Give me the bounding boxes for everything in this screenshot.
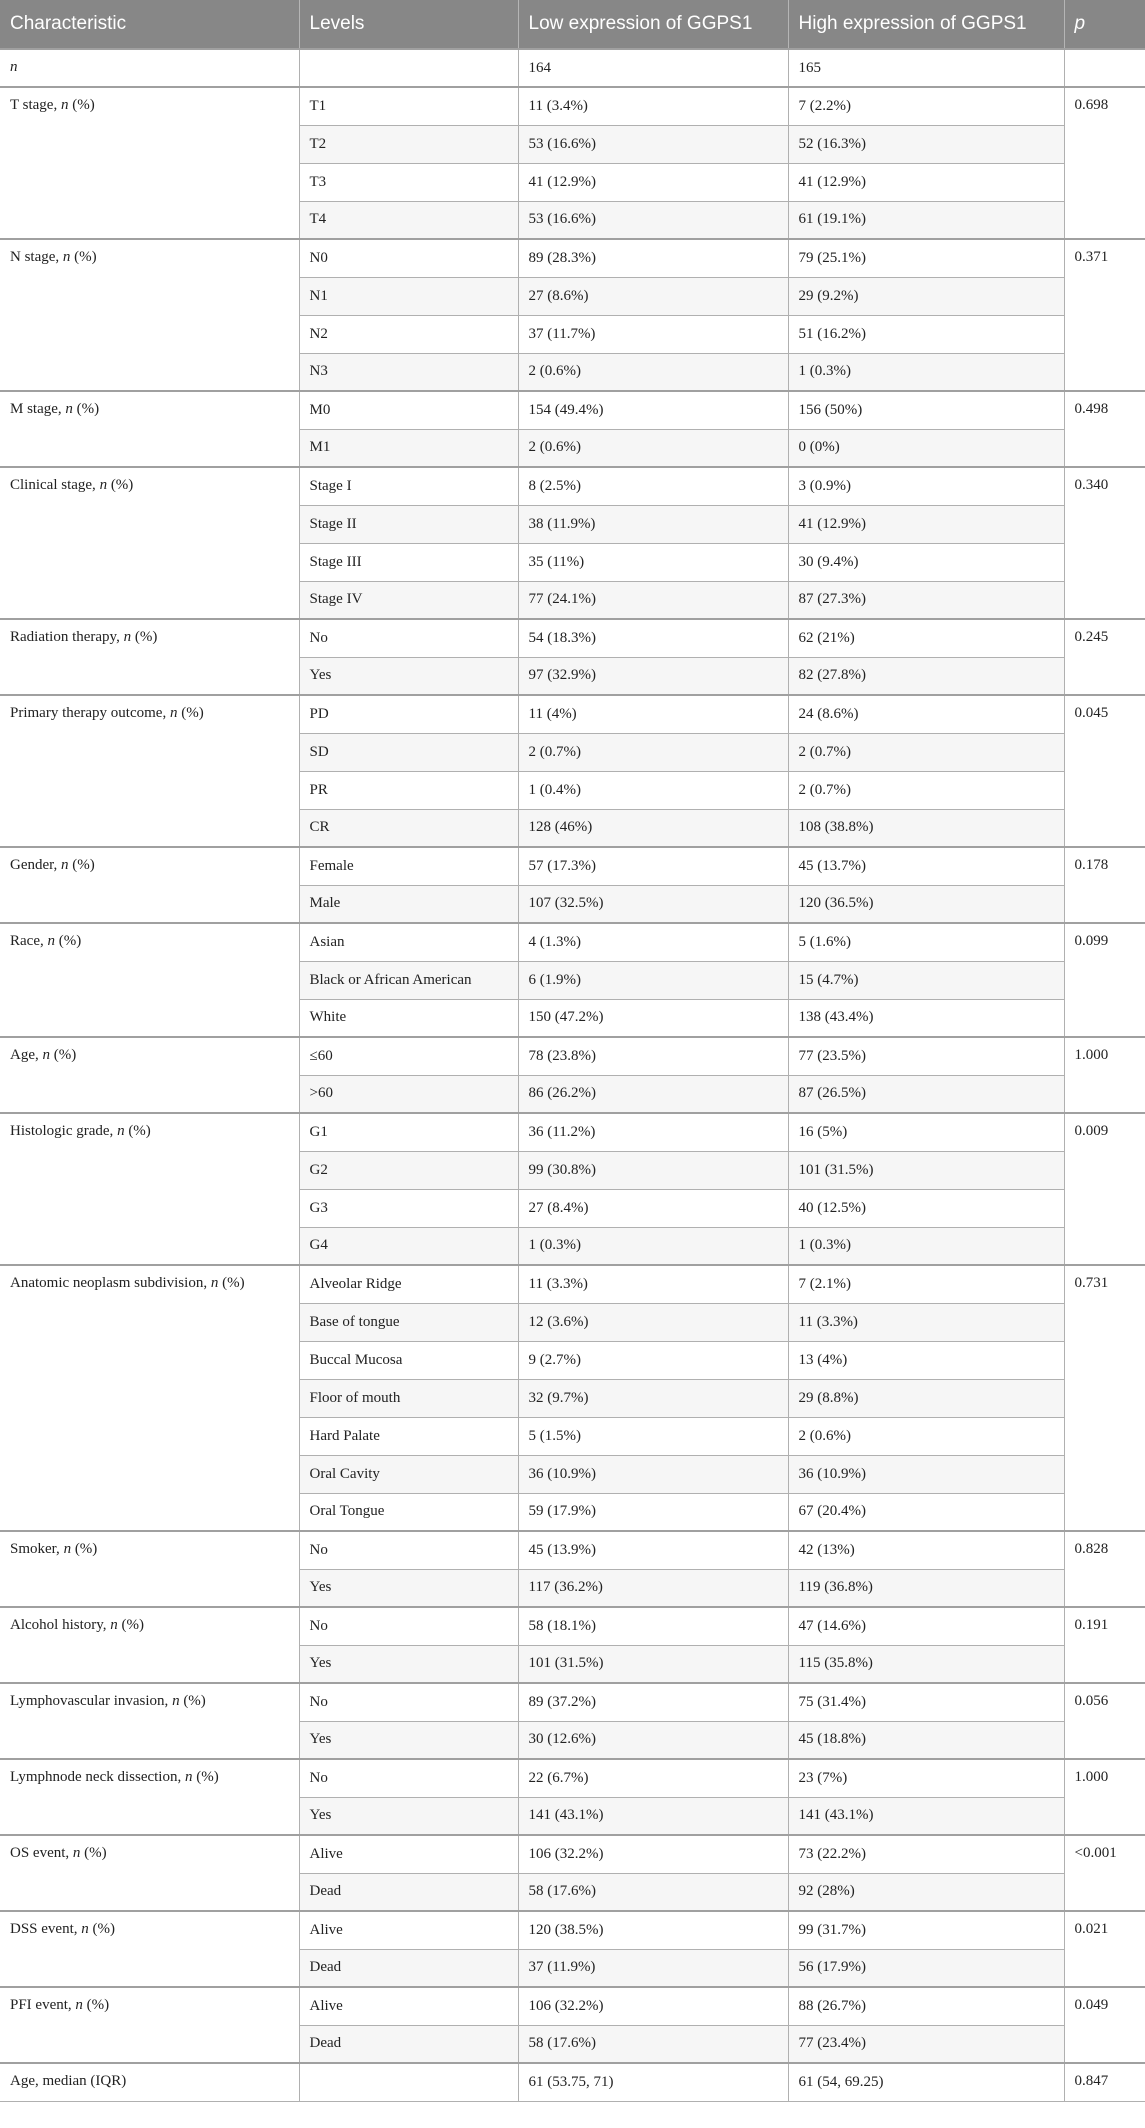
characteristic-name: Radiation therapy, <box>10 629 124 645</box>
table-row <box>0 1531 1145 1569</box>
high-expression-cell: 120 (36.5%) <box>788 885 1064 923</box>
level-cell: Stage III <box>299 543 518 581</box>
table-row <box>0 1759 1145 1797</box>
level-cell: N3 <box>299 353 518 391</box>
high-expression-cell: 141 (43.1%) <box>788 1797 1064 1835</box>
characteristic-cell <box>0 391 299 467</box>
high-expression-cell: 61 (19.1%) <box>788 201 1064 239</box>
low-expression-cell: 58 (17.6%) <box>518 2025 788 2063</box>
characteristic-unit: n (%) <box>99 477 134 493</box>
characteristic-unit: n (%) <box>47 933 82 949</box>
high-expression-cell: 108 (38.8%) <box>788 809 1064 847</box>
table-row <box>0 923 1145 961</box>
high-expression-cell: 75 (31.4%) <box>788 1683 1064 1721</box>
high-expression-cell: 11 (3.3%) <box>788 1303 1064 1341</box>
level-cell: G3 <box>299 1189 518 1227</box>
level-cell: Female <box>299 847 518 885</box>
table-row <box>0 619 1145 657</box>
characteristic-unit: n (%) <box>210 1275 245 1291</box>
level-cell: >60 <box>299 1075 518 1113</box>
high-expression-cell: 56 (17.9%) <box>788 1949 1064 1987</box>
level-cell: Yes <box>299 657 518 695</box>
level-cell: Black or African American <box>299 961 518 999</box>
high-expression-cell: 45 (13.7%) <box>788 847 1064 885</box>
level-cell: T2 <box>299 125 518 163</box>
level-cell: Dead <box>299 1949 518 1987</box>
level-cell: CR <box>299 809 518 847</box>
high-expression-cell: 73 (22.2%) <box>788 1835 1064 1873</box>
characteristic-name: Smoker, <box>10 1541 64 1557</box>
high-expression-cell: 99 (31.7%) <box>788 1911 1064 1949</box>
high-expression-cell: 52 (16.3%) <box>788 125 1064 163</box>
p-value-cell: 0.847 <box>1064 2063 1145 2101</box>
high-expression-cell: 24 (8.6%) <box>788 695 1064 733</box>
high-expression-cell: 47 (14.6%) <box>788 1607 1064 1645</box>
p-value-cell: 0.191 <box>1064 1607 1145 1683</box>
level-cell: Male <box>299 885 518 923</box>
characteristic-cell <box>0 239 299 391</box>
table-row <box>0 391 1145 429</box>
high-expression-cell: 62 (21%) <box>788 619 1064 657</box>
p-value-cell: 0.828 <box>1064 1531 1145 1607</box>
characteristic-unit: n (%) <box>169 705 204 721</box>
high-expression-cell: 51 (16.2%) <box>788 315 1064 353</box>
low-expression-cell: 54 (18.3%) <box>518 619 788 657</box>
characteristic-name: Race, <box>10 933 48 949</box>
low-expression-cell: 9 (2.7%) <box>518 1341 788 1379</box>
high-expression-cell: 61 (54, 69.25) <box>788 2063 1064 2101</box>
table-row <box>0 695 1145 733</box>
high-expression-cell: 2 (0.7%) <box>788 733 1064 771</box>
low-expression-cell: 36 (10.9%) <box>518 1455 788 1493</box>
high-expression-cell: 7 (2.1%) <box>788 1265 1064 1303</box>
high-expression-cell: 42 (13%) <box>788 1531 1064 1569</box>
low-expression-cell: 11 (4%) <box>518 695 788 733</box>
low-expression-cell: 5 (1.5%) <box>518 1417 788 1455</box>
characteristic-unit: n (%) <box>72 1845 107 1861</box>
low-expression-cell: 4 (1.3%) <box>518 923 788 961</box>
p-value-cell: 0.099 <box>1064 923 1145 1037</box>
high-expression-cell: 29 (9.2%) <box>788 277 1064 315</box>
level-cell <box>299 2063 518 2101</box>
characteristic-name: OS event, <box>10 1845 73 1861</box>
low-expression-cell: 86 (26.2%) <box>518 1075 788 1113</box>
level-cell: Yes <box>299 1721 518 1759</box>
p-value-cell: 0.009 <box>1064 1113 1145 1265</box>
characteristic-unit: n (%) <box>123 629 158 645</box>
level-cell: No <box>299 1607 518 1645</box>
level-cell: ≤60 <box>299 1037 518 1075</box>
characteristic-name: Primary therapy outcome, <box>10 705 170 721</box>
low-expression-cell: 2 (0.6%) <box>518 353 788 391</box>
level-cell: Oral Cavity <box>299 1455 518 1493</box>
low-expression-cell: 78 (23.8%) <box>518 1037 788 1075</box>
characteristic-unit: n (%) <box>184 1769 219 1785</box>
table-row <box>0 847 1145 885</box>
high-expression-cell: 165 <box>788 49 1064 87</box>
header-p-value: p <box>1064 0 1145 49</box>
level-cell: Yes <box>299 1569 518 1607</box>
low-expression-cell: 36 (11.2%) <box>518 1113 788 1151</box>
characteristic-cell <box>0 1911 299 1987</box>
high-expression-cell: 23 (7%) <box>788 1759 1064 1797</box>
level-cell: Floor of mouth <box>299 1379 518 1417</box>
characteristic-name: Age, median (IQR) <box>10 2073 127 2089</box>
level-cell: N1 <box>299 277 518 315</box>
characteristic-cell <box>0 467 299 619</box>
level-cell <box>299 49 518 87</box>
table-row <box>0 2063 1145 2101</box>
low-expression-cell: 53 (16.6%) <box>518 125 788 163</box>
low-expression-cell: 32 (9.7%) <box>518 1379 788 1417</box>
table-header <box>0 0 1145 49</box>
low-expression-cell: 53 (16.6%) <box>518 201 788 239</box>
characteristic-name: Clinical stage, <box>10 477 100 493</box>
characteristic-name: Age, <box>10 1047 43 1063</box>
characteristic-unit: n (%) <box>61 857 95 873</box>
level-cell: Yes <box>299 1797 518 1835</box>
high-expression-cell: 2 (0.6%) <box>788 1417 1064 1455</box>
characteristic-cell <box>0 49 299 87</box>
level-cell: PR <box>299 771 518 809</box>
low-expression-cell: 107 (32.5%) <box>518 885 788 923</box>
characteristic-name: Anatomic neoplasm subdivision, <box>10 1275 211 1291</box>
high-expression-cell: 30 (9.4%) <box>788 543 1064 581</box>
level-cell: G2 <box>299 1151 518 1189</box>
characteristic-cell <box>0 619 299 695</box>
characteristic-unit: n (%) <box>117 1123 151 1139</box>
high-expression-cell: 7 (2.2%) <box>788 87 1064 125</box>
level-cell: Alveolar Ridge <box>299 1265 518 1303</box>
characteristic-name: Alcohol history, <box>10 1617 111 1633</box>
characteristic-unit: n (%) <box>60 97 95 113</box>
high-expression-cell: 2 (0.7%) <box>788 771 1064 809</box>
level-cell: Stage I <box>299 467 518 505</box>
level-cell: N0 <box>299 239 518 277</box>
p-value-cell: 1.000 <box>1064 1759 1145 1835</box>
low-expression-cell: 37 (11.7%) <box>518 315 788 353</box>
table-row <box>0 239 1145 277</box>
high-expression-cell: 119 (36.8%) <box>788 1569 1064 1607</box>
p-value-cell: 0.021 <box>1064 1911 1145 1987</box>
p-value-cell: 0.245 <box>1064 619 1145 695</box>
high-expression-cell: 29 (8.8%) <box>788 1379 1064 1417</box>
low-expression-cell: 89 (28.3%) <box>518 239 788 277</box>
level-cell: SD <box>299 733 518 771</box>
level-cell: M1 <box>299 429 518 467</box>
level-cell: Alive <box>299 1835 518 1873</box>
characteristic-name: Lymphnode neck dissection, <box>10 1769 185 1785</box>
level-cell: White <box>299 999 518 1037</box>
low-expression-cell: 12 (3.6%) <box>518 1303 788 1341</box>
level-cell: G1 <box>299 1113 518 1151</box>
level-cell: T4 <box>299 201 518 239</box>
table-row <box>0 1987 1145 2025</box>
table-row <box>0 1835 1145 1873</box>
level-cell: G4 <box>299 1227 518 1265</box>
table-row <box>0 87 1145 125</box>
high-expression-cell: 5 (1.6%) <box>788 923 1064 961</box>
characteristic-cell <box>0 1683 299 1759</box>
characteristic-cell <box>0 923 299 1037</box>
table-row <box>0 467 1145 505</box>
level-cell: PD <box>299 695 518 733</box>
characteristic-name: Histologic grade, <box>10 1123 118 1139</box>
low-expression-cell: 141 (43.1%) <box>518 1797 788 1835</box>
characteristic-unit: n (%) <box>42 1047 77 1063</box>
table-row <box>0 1607 1145 1645</box>
high-expression-cell: 87 (27.3%) <box>788 581 1064 619</box>
table-row <box>0 49 1145 87</box>
low-expression-cell: 8 (2.5%) <box>518 467 788 505</box>
low-expression-cell: 45 (13.9%) <box>518 1531 788 1569</box>
high-expression-cell: 36 (10.9%) <box>788 1455 1064 1493</box>
high-expression-cell: 67 (20.4%) <box>788 1493 1064 1531</box>
low-expression-cell: 27 (8.6%) <box>518 277 788 315</box>
low-expression-cell: 89 (37.2%) <box>518 1683 788 1721</box>
low-expression-cell: 106 (32.2%) <box>518 1835 788 1873</box>
low-expression-cell: 30 (12.6%) <box>518 1721 788 1759</box>
level-cell: Yes <box>299 1645 518 1683</box>
low-expression-cell: 164 <box>518 49 788 87</box>
level-cell: No <box>299 1759 518 1797</box>
header-row <box>0 0 1145 49</box>
level-cell: T1 <box>299 87 518 125</box>
table-row <box>0 1265 1145 1303</box>
level-cell: Alive <box>299 1911 518 1949</box>
high-expression-cell: 115 (35.8%) <box>788 1645 1064 1683</box>
level-cell: No <box>299 1683 518 1721</box>
low-expression-cell: 58 (17.6%) <box>518 1873 788 1911</box>
high-expression-cell: 45 (18.8%) <box>788 1721 1064 1759</box>
high-expression-cell: 101 (31.5%) <box>788 1151 1064 1189</box>
high-expression-cell: 16 (5%) <box>788 1113 1064 1151</box>
high-expression-cell: 1 (0.3%) <box>788 353 1064 391</box>
level-cell: Dead <box>299 1873 518 1911</box>
characteristic-cell <box>0 1835 299 1911</box>
table-row <box>0 1911 1145 1949</box>
characteristic-cell <box>0 1607 299 1683</box>
high-expression-cell: 92 (28%) <box>788 1873 1064 1911</box>
p-value-cell: 0.698 <box>1064 87 1145 239</box>
low-expression-cell: 150 (47.2%) <box>518 999 788 1037</box>
high-expression-cell: 87 (26.5%) <box>788 1075 1064 1113</box>
low-expression-cell: 58 (18.1%) <box>518 1607 788 1645</box>
characteristic-cell <box>0 1987 299 2063</box>
characteristic-name: T stage, <box>10 97 61 113</box>
low-expression-cell: 1 (0.3%) <box>518 1227 788 1265</box>
low-expression-cell: 154 (49.4%) <box>518 391 788 429</box>
p-value-cell: 0.045 <box>1064 695 1145 847</box>
header-low-expression: Low expression of GGPS1 <box>518 0 788 49</box>
characteristic-cell <box>0 87 299 239</box>
level-cell: Stage II <box>299 505 518 543</box>
high-expression-cell: 13 (4%) <box>788 1341 1064 1379</box>
high-expression-cell: 0 (0%) <box>788 429 1064 467</box>
low-expression-cell: 101 (31.5%) <box>518 1645 788 1683</box>
p-value-cell: 0.340 <box>1064 467 1145 619</box>
characteristic-cell <box>0 1265 299 1531</box>
level-cell: Buccal Mucosa <box>299 1341 518 1379</box>
characteristic-cell <box>0 1037 299 1113</box>
low-expression-cell: 99 (30.8%) <box>518 1151 788 1189</box>
header-characteristic: Characteristic <box>0 0 299 49</box>
p-value-cell: <0.001 <box>1064 1835 1145 1911</box>
characteristic-name: M stage, <box>10 401 66 417</box>
low-expression-cell: 38 (11.9%) <box>518 505 788 543</box>
characteristic-unit: n (%) <box>172 1693 206 1709</box>
level-cell: Stage IV <box>299 581 518 619</box>
low-expression-cell: 2 (0.6%) <box>518 429 788 467</box>
low-expression-cell: 97 (32.9%) <box>518 657 788 695</box>
p-value-cell: 1.000 <box>1064 1037 1145 1113</box>
table-row <box>0 1037 1145 1075</box>
characteristic-cell <box>0 847 299 923</box>
low-expression-cell: 2 (0.7%) <box>518 733 788 771</box>
high-expression-cell: 79 (25.1%) <box>788 239 1064 277</box>
table-row <box>0 1683 1145 1721</box>
table-body <box>0 49 1145 2101</box>
low-expression-cell: 22 (6.7%) <box>518 1759 788 1797</box>
characteristic-name: n <box>10 59 18 75</box>
p-value-cell <box>1064 49 1145 87</box>
high-expression-cell: 3 (0.9%) <box>788 467 1064 505</box>
low-expression-cell: 59 (17.9%) <box>518 1493 788 1531</box>
characteristic-cell <box>0 1531 299 1607</box>
low-expression-cell: 35 (11%) <box>518 543 788 581</box>
characteristic-unit: n (%) <box>65 401 100 417</box>
level-cell: Dead <box>299 2025 518 2063</box>
level-cell: Oral Tongue <box>299 1493 518 1531</box>
characteristic-cell <box>0 2063 299 2101</box>
high-expression-cell: 77 (23.5%) <box>788 1037 1064 1075</box>
low-expression-cell: 41 (12.9%) <box>518 163 788 201</box>
characteristic-cell <box>0 695 299 847</box>
low-expression-cell: 106 (32.2%) <box>518 1987 788 2025</box>
low-expression-cell: 37 (11.9%) <box>518 1949 788 1987</box>
p-value-cell: 0.049 <box>1064 1987 1145 2063</box>
level-cell: N2 <box>299 315 518 353</box>
low-expression-cell: 27 (8.4%) <box>518 1189 788 1227</box>
low-expression-cell: 117 (36.2%) <box>518 1569 788 1607</box>
p-value-cell: 0.178 <box>1064 847 1145 923</box>
level-cell: Base of tongue <box>299 1303 518 1341</box>
level-cell: No <box>299 619 518 657</box>
level-cell: Asian <box>299 923 518 961</box>
low-expression-cell: 11 (3.4%) <box>518 87 788 125</box>
low-expression-cell: 57 (17.3%) <box>518 847 788 885</box>
p-value-cell: 0.731 <box>1064 1265 1145 1531</box>
low-expression-cell: 61 (53.75, 71) <box>518 2063 788 2101</box>
characteristic-unit: n (%) <box>62 249 97 265</box>
p-value-cell: 0.498 <box>1064 391 1145 467</box>
characteristic-name: DSS event, <box>10 1921 82 1937</box>
characteristic-name: Gender, <box>10 857 62 873</box>
low-expression-cell: 1 (0.4%) <box>518 771 788 809</box>
high-expression-cell: 41 (12.9%) <box>788 163 1064 201</box>
level-cell: No <box>299 1531 518 1569</box>
p-value-cell: 0.371 <box>1064 239 1145 391</box>
high-expression-cell: 88 (26.7%) <box>788 1987 1064 2025</box>
high-expression-cell: 41 (12.9%) <box>788 505 1064 543</box>
high-expression-cell: 15 (4.7%) <box>788 961 1064 999</box>
high-expression-cell: 1 (0.3%) <box>788 1227 1064 1265</box>
high-expression-cell: 77 (23.4%) <box>788 2025 1064 2063</box>
characteristic-unit: n (%) <box>63 1541 98 1557</box>
characteristic-unit: n (%) <box>81 1921 115 1937</box>
header-levels: Levels <box>299 0 518 49</box>
characteristic-name: Lymphovascular invasion, <box>10 1693 173 1709</box>
table-row <box>0 1113 1145 1151</box>
characteristic-unit: n (%) <box>75 1997 110 2013</box>
level-cell: Alive <box>299 1987 518 2025</box>
low-expression-cell: 120 (38.5%) <box>518 1911 788 1949</box>
characteristic-cell <box>0 1113 299 1265</box>
level-cell: Hard Palate <box>299 1417 518 1455</box>
high-expression-cell: 40 (12.5%) <box>788 1189 1064 1227</box>
characteristic-cell <box>0 1759 299 1835</box>
low-expression-cell: 77 (24.1%) <box>518 581 788 619</box>
level-cell: M0 <box>299 391 518 429</box>
high-expression-cell: 138 (43.4%) <box>788 999 1064 1037</box>
low-expression-cell: 6 (1.9%) <box>518 961 788 999</box>
characteristic-name: N stage, <box>10 249 63 265</box>
low-expression-cell: 11 (3.3%) <box>518 1265 788 1303</box>
header-high-expression: High expression of GGPS1 <box>788 0 1064 49</box>
high-expression-cell: 156 (50%) <box>788 391 1064 429</box>
characteristic-name: PFI event, <box>10 1997 76 2013</box>
high-expression-cell: 82 (27.8%) <box>788 657 1064 695</box>
level-cell: T3 <box>299 163 518 201</box>
low-expression-cell: 128 (46%) <box>518 809 788 847</box>
characteristic-unit: n (%) <box>110 1617 145 1633</box>
p-value-cell: 0.056 <box>1064 1683 1145 1759</box>
